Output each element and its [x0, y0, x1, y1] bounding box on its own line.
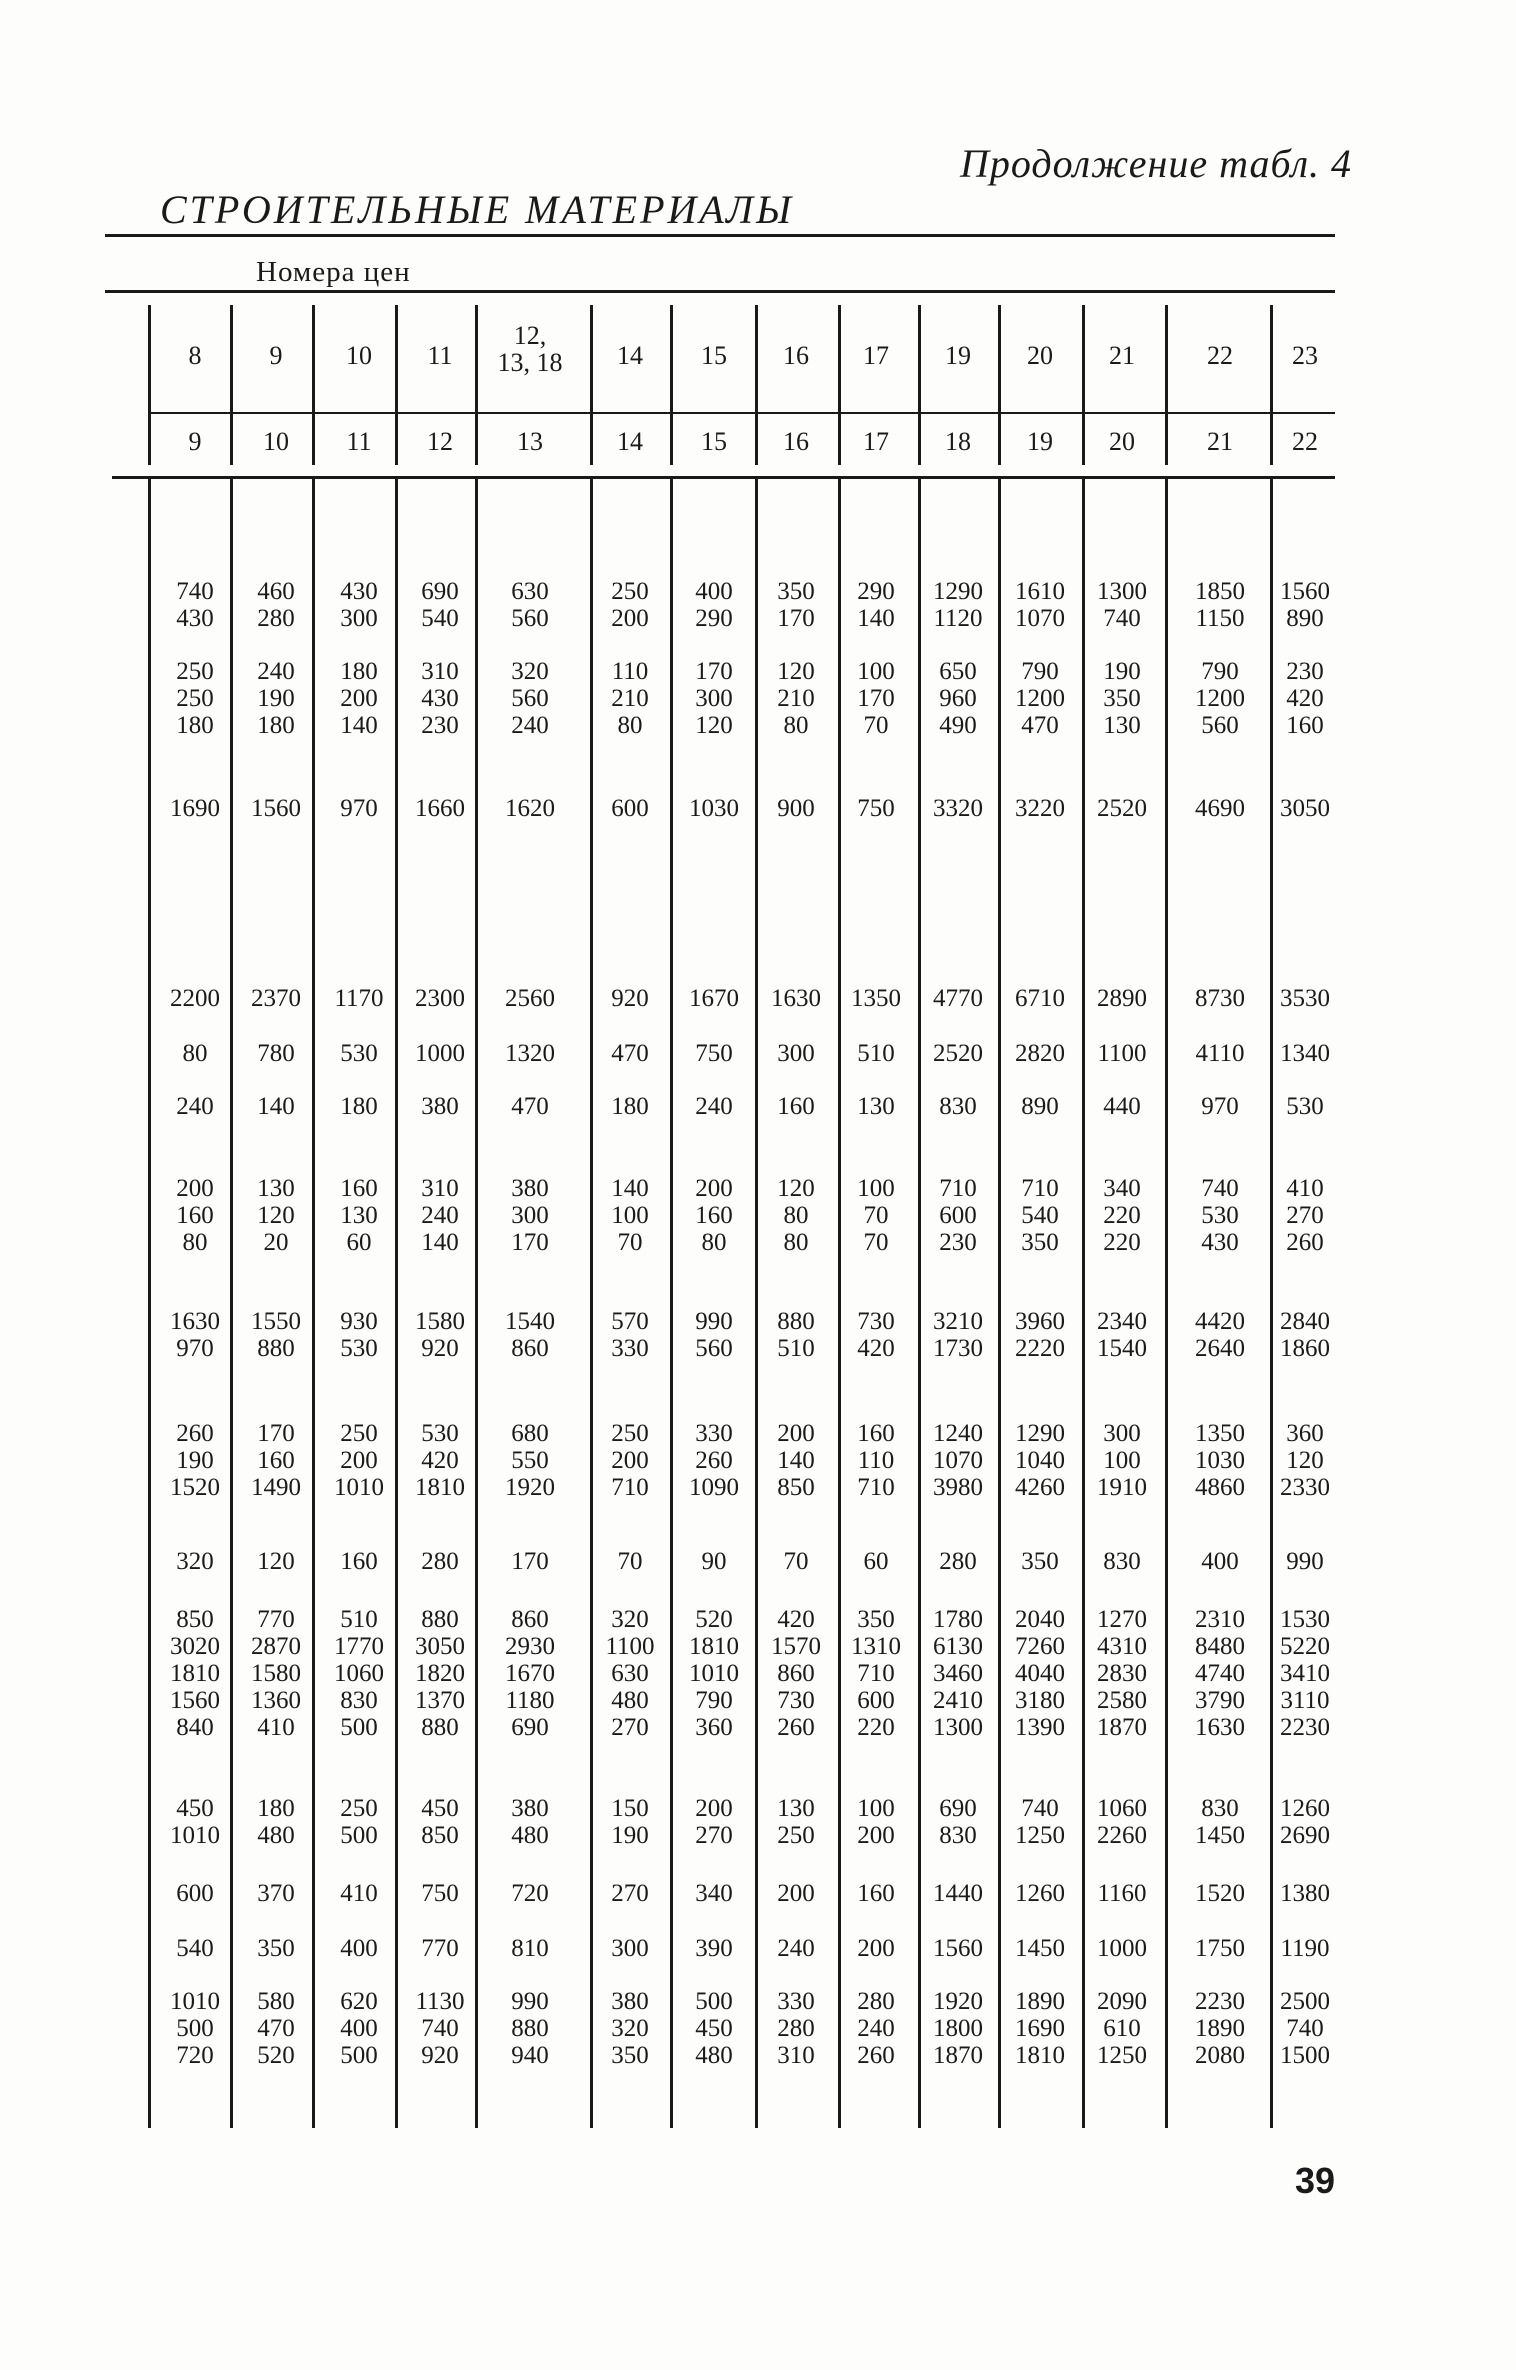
- table-cell: 1240 1070 3980: [933, 1420, 983, 1501]
- column-header-top: 12, 13, 18: [497, 321, 563, 378]
- table-cell: 990 880 940: [511, 1988, 549, 2069]
- table-cell: 330 260 1090: [689, 1420, 739, 1501]
- table-cell: 1320: [505, 1040, 555, 1067]
- table-cell: 1350 1030 4860: [1195, 1420, 1245, 1501]
- table-cell: 1540 860: [505, 1308, 555, 1362]
- table-cell: 850 3020 1810 1560 840: [170, 1606, 220, 1741]
- table-cell: 690 830: [939, 1795, 977, 1849]
- table-cell: 360 120 2330: [1280, 1420, 1330, 1501]
- table-cell: 990: [1286, 1548, 1324, 1575]
- table-cell: 90: [701, 1548, 727, 1575]
- continuation-label: Продолжение табл. 4: [960, 141, 1353, 186]
- body-column-separator: [395, 478, 398, 2128]
- column-header-bottom: 18: [945, 427, 971, 456]
- table-cell: 310 240 140: [421, 1175, 459, 1256]
- column-header-top: 15: [701, 341, 727, 370]
- header-column-separator: [1082, 305, 1085, 465]
- table-cell: 240: [695, 1093, 733, 1120]
- table-cell: 160 130 60: [340, 1175, 378, 1256]
- header-column-separator: [230, 305, 233, 465]
- table-cell: 330 280 310: [777, 1988, 815, 2069]
- table-cell: 500 450 480: [695, 1988, 733, 2069]
- table-cell: 1100: [1097, 1040, 1147, 1067]
- table-cell: 100 200: [857, 1795, 895, 1849]
- body-column-separator: [475, 478, 478, 2128]
- header-column-separator: [1270, 305, 1273, 465]
- header-column-separator: [312, 305, 315, 465]
- table-cell: 350: [257, 1935, 295, 1962]
- table-cell: 600: [611, 795, 649, 822]
- table-cell: 2090 610 1250: [1097, 1988, 1147, 2069]
- table-cell: 3530: [1280, 985, 1330, 1012]
- table-cell: 320 1100 630 480 270: [605, 1606, 655, 1741]
- table-cell: 120 80 80: [777, 1175, 815, 1256]
- table-cell: 810: [511, 1935, 549, 1962]
- table-cell: 230 420 160: [1286, 658, 1324, 739]
- table-cell: 770 2870 1580 1360 410: [251, 1606, 301, 1741]
- table-cell: 740 430: [176, 578, 214, 632]
- column-header-top: 8: [188, 341, 202, 370]
- table-cell: 1260 2690: [1280, 1795, 1330, 1849]
- body-column-separator: [670, 478, 673, 2128]
- column-header-top: 16: [783, 341, 809, 370]
- header-column-separator: [395, 305, 398, 465]
- table-cell: 1340: [1280, 1040, 1330, 1067]
- table-cell: 1560: [933, 1935, 983, 1962]
- table-cell: 720: [511, 1880, 549, 1907]
- table-cell: 880 3050 1820 1370 880: [415, 1606, 465, 1741]
- table-cell: 4770: [933, 985, 983, 1012]
- table-cell: 250 200 710: [611, 1420, 649, 1501]
- table-cell: 2560: [505, 985, 555, 1012]
- table-cell: 420 1570 860 730 260: [771, 1606, 821, 1741]
- column-header-bottom: 19: [1027, 427, 1053, 456]
- table-cell: 1260: [1015, 1880, 1065, 1907]
- table-cell: 1560 890: [1280, 578, 1330, 632]
- caption-rule: [105, 290, 1335, 293]
- table-cell: 200: [857, 1935, 895, 1962]
- table-cell: 1290 1040 4260: [1015, 1420, 1065, 1501]
- table-cell: 750: [695, 1040, 733, 1067]
- table-cell: 140: [257, 1093, 295, 1120]
- table-cell: 170: [511, 1548, 549, 1575]
- table-cell: 650 960 490: [939, 658, 977, 739]
- table-cell: 470: [511, 1093, 549, 1120]
- table-cell: 150 190: [611, 1795, 649, 1849]
- body-column-separator: [590, 478, 593, 2128]
- table-cell: 250 500: [340, 1795, 378, 1849]
- table-cell: 350: [1021, 1548, 1059, 1575]
- table-cell: 510 1770 1060 830 500: [334, 1606, 384, 1741]
- table-cell: 300: [611, 1935, 649, 1962]
- table-cell: 1550 880: [251, 1308, 301, 1362]
- table-cell: 160: [777, 1093, 815, 1120]
- table-cell: 1350: [851, 985, 901, 1012]
- table-cell: 2300: [415, 985, 465, 1012]
- table-cell: 1000: [415, 1040, 465, 1067]
- table-cell: 1010 500 720: [170, 1988, 220, 2069]
- column-header-bottom: 21: [1207, 427, 1233, 456]
- table-cell: 180 200 140: [340, 658, 378, 739]
- table-cell: 370: [257, 1880, 295, 1907]
- table-cell: 1440: [933, 1880, 983, 1907]
- column-header-bottom: 15: [701, 427, 727, 456]
- column-header-top: 22: [1207, 341, 1233, 370]
- table-cell: 890: [1021, 1093, 1059, 1120]
- table-cell: 570 330: [611, 1308, 649, 1362]
- table-cell: 280 240 260: [857, 1988, 895, 2069]
- header-column-separator: [670, 305, 673, 465]
- table-cell: 70: [783, 1548, 809, 1575]
- column-header-bottom: 9: [188, 427, 202, 456]
- table-cell: 1530 5220 3410 3110 2230: [1280, 1606, 1330, 1741]
- table-cell: 530: [340, 1040, 378, 1067]
- column-header-top: 23: [1292, 341, 1318, 370]
- table-cell: 2500 740 1500: [1280, 1988, 1330, 2069]
- table-cell: 2040 7260 4040 3180 1390: [1015, 1606, 1065, 1741]
- table-cell: 710 540 350: [1021, 1175, 1059, 1256]
- table-cell: 320: [176, 1548, 214, 1575]
- table-cell: 630 560: [511, 578, 549, 632]
- table-cell: 970: [340, 795, 378, 822]
- table-cell: 300: [777, 1040, 815, 1067]
- header-column-separator: [755, 305, 758, 465]
- table-cell: 320 560 240: [511, 658, 549, 739]
- column-header-bottom: 20: [1109, 427, 1135, 456]
- table-cell: 1920 1800 1870: [933, 1988, 983, 2069]
- column-header-top: 21: [1109, 341, 1135, 370]
- table-cell: 2200: [170, 985, 220, 1012]
- column-header-bottom: 13: [517, 427, 543, 456]
- table-cell: 160: [857, 1880, 895, 1907]
- table-cell: 1780 6130 3460 2410 1300: [933, 1606, 983, 1741]
- table-cell: 160 110 710: [857, 1420, 895, 1501]
- table-cell: 110 210 80: [611, 658, 649, 739]
- table-cell: 470: [611, 1040, 649, 1067]
- table-cell: 1130 740 920: [415, 1988, 465, 2069]
- table-cell: 520 1810 1010 790 360: [689, 1606, 739, 1741]
- table-cell: 930 530: [340, 1308, 378, 1362]
- table-cell: 880 510: [777, 1308, 815, 1362]
- header-bottom-rule: [112, 476, 1335, 479]
- table-cell: 680 550 1920: [505, 1420, 555, 1501]
- table-cell: 1690: [170, 795, 220, 822]
- body-column-separator: [838, 478, 841, 2128]
- table-cell: 190 350 130: [1103, 658, 1141, 739]
- table-cell: 290 140: [857, 578, 895, 632]
- table-cell: 240: [777, 1935, 815, 1962]
- table-cell: 6710: [1015, 985, 1065, 1012]
- table-cell: 80: [182, 1040, 208, 1067]
- table-cell: 300 100 1910: [1097, 1420, 1147, 1501]
- table-cell: 1170: [334, 985, 384, 1012]
- table-cell: 4690: [1195, 795, 1245, 822]
- table-cell: 380 480: [511, 1795, 549, 1849]
- column-header-top: 10: [346, 341, 372, 370]
- body-column-separator: [1165, 478, 1168, 2128]
- column-header-top: 20: [1027, 341, 1053, 370]
- body-column-separator: [998, 478, 1001, 2128]
- table-cell: 620 400 500: [340, 1988, 378, 2069]
- table-cell: 990 560: [695, 1308, 733, 1362]
- table-cell: 450 850: [421, 1795, 459, 1849]
- header-column-separator: [475, 305, 478, 465]
- table-cell: 130 250: [777, 1795, 815, 1849]
- table-cell: 1380: [1280, 1880, 1330, 1907]
- table-cell: 1630: [771, 985, 821, 1012]
- table-cell: 70: [617, 1548, 643, 1575]
- column-header-top: 17: [863, 341, 889, 370]
- table-cell: 390: [695, 1935, 733, 1962]
- header-column-separator: [838, 305, 841, 465]
- table-cell: 1190: [1280, 1935, 1330, 1962]
- table-cell: 160: [340, 1548, 378, 1575]
- table-cell: 2520: [1097, 795, 1147, 822]
- table-cell: 770: [421, 1935, 459, 1962]
- column-header-bottom: 11: [346, 427, 372, 456]
- table-cell: 1060 2260: [1097, 1795, 1147, 1849]
- table-cell: 4420 2640: [1195, 1308, 1245, 1362]
- column-header-top: 9: [269, 341, 283, 370]
- table-cell: 120: [257, 1548, 295, 1575]
- table-cell: 860 2930 1670 1180 690: [505, 1606, 555, 1741]
- body-column-separator: [1270, 478, 1273, 2128]
- table-cell: 830 1450: [1195, 1795, 1245, 1849]
- top-rule: [105, 234, 1335, 237]
- table-cell: 340: [695, 1880, 733, 1907]
- table-cell: 260 190 1520: [170, 1420, 220, 1501]
- table-cell: 690 540: [421, 578, 459, 632]
- table-cell: 170 160 1490: [251, 1420, 301, 1501]
- table-cell: 1850 1150: [1195, 578, 1245, 632]
- table-cell: 410 270 260: [1286, 1175, 1324, 1256]
- table-cell: 830: [1103, 1548, 1141, 1575]
- body-column-separator: [230, 478, 233, 2128]
- table-cell: 200 270: [695, 1795, 733, 1849]
- table-cell: 430 300: [340, 578, 378, 632]
- table-cell: 130: [857, 1093, 895, 1120]
- table-cell: 180: [340, 1093, 378, 1120]
- table-cell: 1560: [251, 795, 301, 822]
- body-column-separator: [1082, 478, 1085, 2128]
- body-column-separator: [148, 478, 151, 2128]
- table-cell: 600: [176, 1880, 214, 1907]
- table-cell: 2840 1860: [1280, 1308, 1330, 1362]
- table-cell: 1670: [689, 985, 739, 1012]
- table-cell: 750: [421, 1880, 459, 1907]
- table-cell: 1520: [1195, 1880, 1245, 1907]
- column-header-bottom: 17: [863, 427, 889, 456]
- table-cell: 8730: [1195, 985, 1245, 1012]
- table-cell: 750: [857, 795, 895, 822]
- table-cell: 530: [1286, 1093, 1324, 1120]
- table-cell: 4110: [1195, 1040, 1245, 1067]
- table-cell: 1890 1690 1810: [1015, 1988, 1065, 2069]
- table-cell: 200 160 80: [695, 1175, 733, 1256]
- table-cell: 1580 920: [415, 1308, 465, 1362]
- table-cell: 400 290: [695, 578, 733, 632]
- table-cell: 460 280: [257, 578, 295, 632]
- table-cell: 740 1250: [1015, 1795, 1065, 1849]
- table-cell: 790 1200 560: [1195, 658, 1245, 739]
- page-number: 39: [1295, 2160, 1336, 2201]
- table-cell: 970: [1201, 1093, 1239, 1120]
- header-column-separator: [590, 305, 593, 465]
- table-cell: 450 1010: [170, 1795, 220, 1849]
- column-header-bottom: 14: [617, 427, 643, 456]
- header-column-separator: [998, 305, 1001, 465]
- table-cell: 710 600 230: [939, 1175, 977, 1256]
- table-cell: 730 420: [857, 1308, 895, 1362]
- table-cell: 1000: [1097, 1935, 1147, 1962]
- table-cell: 100 170 70: [857, 658, 895, 739]
- table-cell: 830: [939, 1093, 977, 1120]
- table-cell: 1300 740: [1097, 578, 1147, 632]
- price-numbers-caption: Номера цен: [256, 256, 411, 288]
- table-cell: 2340 1540: [1097, 1308, 1147, 1362]
- column-header-top: 11: [427, 341, 453, 370]
- table-cell: 530 420 1810: [415, 1420, 465, 1501]
- table-cell: 240 190 180: [257, 658, 295, 739]
- table-cell: 380 300 170: [511, 1175, 549, 1256]
- table-cell: 1030: [689, 795, 739, 822]
- table-cell: 900: [777, 795, 815, 822]
- column-header-top: 19: [945, 341, 971, 370]
- table-cell: 400: [340, 1935, 378, 1962]
- table-cell: 1290 1120: [933, 578, 983, 632]
- table-cell: 3220: [1015, 795, 1065, 822]
- header-column-separator: [918, 305, 921, 465]
- column-header-bottom: 12: [427, 427, 453, 456]
- table-cell: 200: [777, 1880, 815, 1907]
- table-cell: 2230 1890 2080: [1195, 1988, 1245, 2069]
- table-cell: 780: [257, 1040, 295, 1067]
- table-cell: 240: [176, 1093, 214, 1120]
- table-cell: 100 70 70: [857, 1175, 895, 1256]
- table-cell: 1750: [1195, 1935, 1245, 1962]
- column-header-bottom: 16: [783, 427, 809, 456]
- column-header-bottom: 10: [263, 427, 289, 456]
- table-cell: 250 200: [611, 578, 649, 632]
- table-cell: 200 140 850: [777, 1420, 815, 1501]
- table-cell: 310 430 230: [421, 658, 459, 739]
- mid-header-rule: [150, 412, 1335, 414]
- table-cell: 540: [176, 1935, 214, 1962]
- table-cell: 790 1200 470: [1015, 658, 1065, 739]
- column-header-top: 14: [617, 341, 643, 370]
- table-cell: 380: [421, 1093, 459, 1120]
- section-title: СТРОИТЕЛЬНЫЕ МАТЕРИАЛЫ: [160, 187, 795, 232]
- table-cell: 60: [863, 1548, 889, 1575]
- body-column-separator: [312, 478, 315, 2128]
- table-cell: 740 530 430: [1201, 1175, 1239, 1256]
- body-column-separator: [755, 478, 758, 2128]
- table-cell: 3960 2220: [1015, 1308, 1065, 1362]
- table-cell: 580 470 520: [257, 1988, 295, 2069]
- table-cell: 400: [1201, 1548, 1239, 1575]
- table-cell: 350 1310 710 600 220: [851, 1606, 901, 1741]
- table-cell: 440: [1103, 1093, 1141, 1120]
- header-column-separator: [1165, 305, 1168, 465]
- table-cell: 3050: [1280, 795, 1330, 822]
- table-cell: 250 200 1010: [334, 1420, 384, 1501]
- table-cell: 1620: [505, 795, 555, 822]
- table-cell: 280: [939, 1548, 977, 1575]
- table-cell: 340 220 220: [1103, 1175, 1141, 1256]
- table-cell: 380 320 350: [611, 1988, 649, 2069]
- table-cell: 270: [611, 1880, 649, 1907]
- table-cell: 140 100 70: [611, 1175, 649, 1256]
- table-cell: 170 300 120: [695, 658, 733, 739]
- table-cell: 920: [611, 985, 649, 1012]
- table-cell: 1450: [1015, 1935, 1065, 1962]
- table-cell: 180: [611, 1093, 649, 1120]
- table-cell: 1610 1070: [1015, 578, 1065, 632]
- column-header-bottom: 22: [1292, 427, 1318, 456]
- table-cell: 1660: [415, 795, 465, 822]
- table-cell: 1630 970: [170, 1308, 220, 1362]
- table-cell: 280: [421, 1548, 459, 1575]
- table-cell: 3210 1730: [933, 1308, 983, 1362]
- table-cell: 2820: [1015, 1040, 1065, 1067]
- table-cell: 120 210 80: [777, 658, 815, 739]
- table-cell: 510: [857, 1040, 895, 1067]
- table-cell: 2520: [933, 1040, 983, 1067]
- header-column-separator: [148, 305, 151, 465]
- table-cell: 200 160 80: [176, 1175, 214, 1256]
- table-cell: 2370: [251, 985, 301, 1012]
- table-cell: 250 250 180: [176, 658, 214, 739]
- table-cell: 1270 4310 2830 2580 1870: [1097, 1606, 1147, 1741]
- body-column-separator: [918, 478, 921, 2128]
- table-cell: 2310 8480 4740 3790 1630: [1195, 1606, 1245, 1741]
- table-cell: 1160: [1097, 1880, 1147, 1907]
- table-cell: 2890: [1097, 985, 1147, 1012]
- table-cell: 350 170: [777, 578, 815, 632]
- table-cell: 180 480: [257, 1795, 295, 1849]
- table-cell: 410: [340, 1880, 378, 1907]
- table-cell: 3320: [933, 795, 983, 822]
- table-cell: 130 120 20: [257, 1175, 295, 1256]
